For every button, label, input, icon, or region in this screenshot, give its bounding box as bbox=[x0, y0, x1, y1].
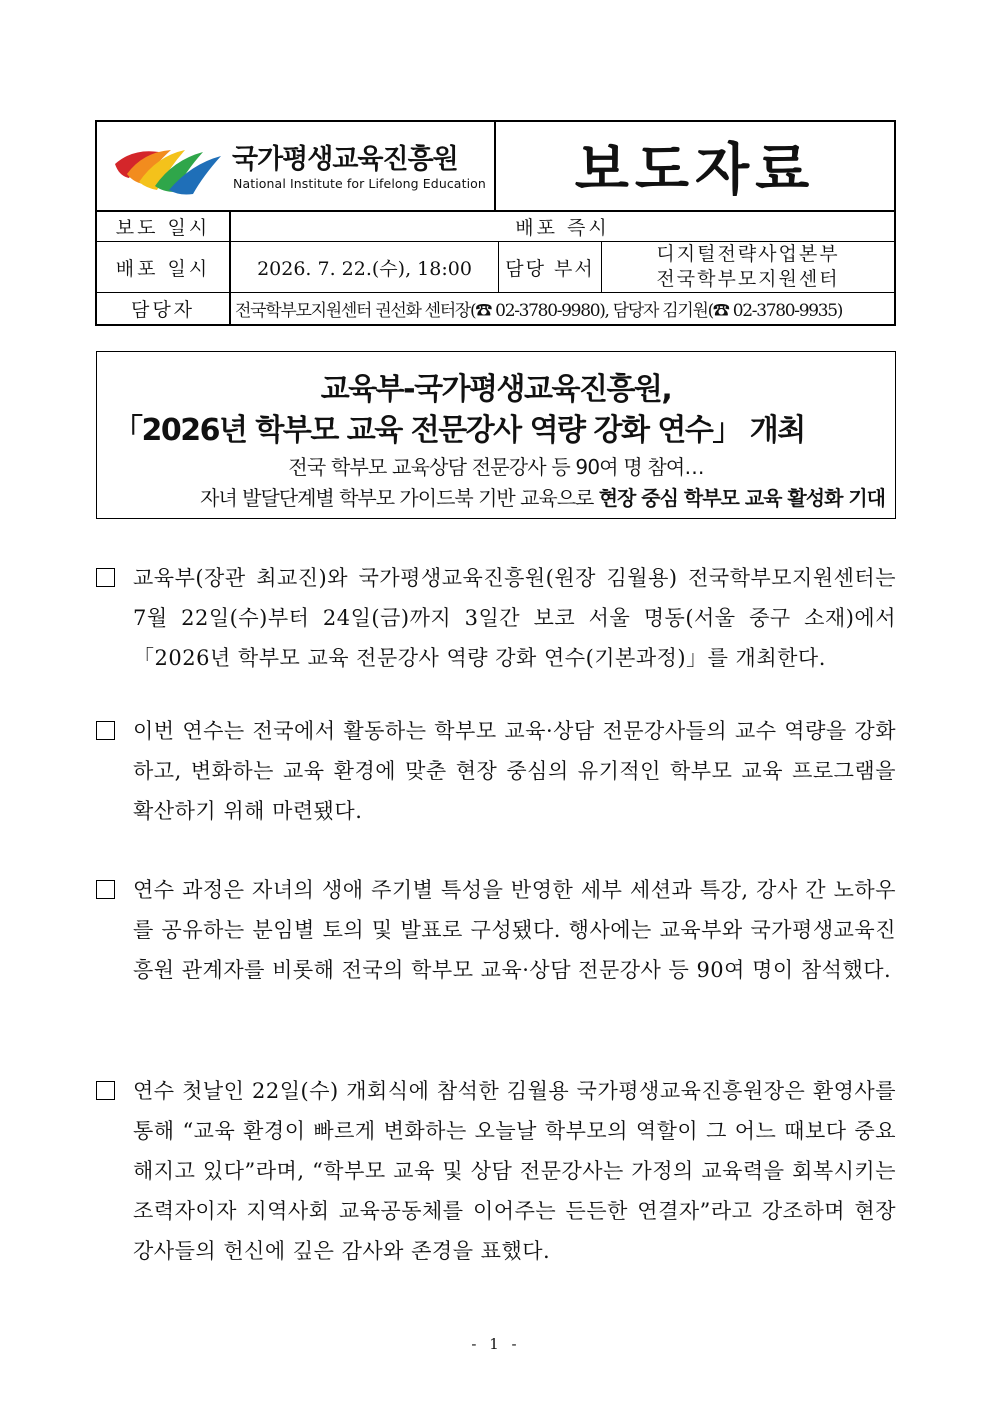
paragraph-1-text: 교육부(장관 최교진)와 국가평생교육진흥원(원장 김월용) 전국학부모지원센터는 7월 22일(수)부터 24일(금)까지 3일간 보코 서울 명동(서울 중구 소재)에서 「2026년 학부모 교육 전문강사 역량 강화 연수(기본과정)」를 개최한다. bbox=[133, 566, 896, 670]
headline-box bbox=[96, 351, 896, 519]
subheadline-1: 전국 학부모 교육상담 전문강사 등 90여 명 참여… bbox=[288, 455, 704, 479]
paragraph-2 bbox=[96, 711, 896, 831]
press-release-header bbox=[95, 120, 896, 326]
subheadline-2 bbox=[200, 482, 885, 511]
distribution-value: 2026. 7. 22.(수), 18:00 bbox=[231, 242, 499, 292]
logo-cell bbox=[97, 122, 496, 210]
page-number: - 1 - bbox=[471, 1335, 521, 1353]
paragraph-4 bbox=[96, 1071, 896, 1271]
contact-row bbox=[97, 293, 894, 324]
checkbox-square-icon bbox=[96, 880, 115, 899]
paragraph-4-text: 연수 첫날인 22일(수) 개회식에 참석한 김월용 국가평생교육진흥원장은 환영사를 통해 “교육 환경이 빠르게 변화하는 오늘날 학부모의 역할이 그 어느 때보다 중요해지고 있다”라며, “학부모 교육 및 상담 전문강사는 가정의 교육력을 회복시키는 조력자이자 지역사회 교육공동체를 이어주는 든든한 연결자”라고 강조하며 현장 강사들의 헌신에 깊은 감사와 존경을 표했다. bbox=[133, 1079, 896, 1263]
paragraph-1 bbox=[96, 558, 896, 678]
checkbox-square-icon bbox=[96, 1081, 115, 1100]
dept-line-2: 전국학부모지원센터 bbox=[656, 268, 840, 290]
report-date-value: 배포 즉시 bbox=[515, 217, 610, 239]
checkbox-square-icon bbox=[96, 721, 115, 740]
checkbox-square-icon bbox=[96, 568, 115, 587]
dept-line-1: 디지털전략사업본부 bbox=[656, 243, 840, 265]
report-date-row bbox=[97, 212, 894, 242]
paragraph-3 bbox=[96, 870, 896, 990]
doc-title: 보도자료 bbox=[574, 138, 816, 203]
headline-line-2: 「2026년 학부모 교육 전문강사 역량 강화 연수」 개최 bbox=[113, 413, 805, 448]
paragraph-3-text: 연수 과정은 자녀의 생애 주기별 특성을 반영한 세부 세션과 특강, 강사 간 노하우를 공유하는 분임별 토의 및 발표로 구성됐다. 행사에는 교육부와 국가평생교육진흥원 관계자를 비롯해 전국의 학부모 교육·상담 전문강사 등 90여 명이 참석했다. bbox=[133, 878, 896, 982]
distribution-row bbox=[97, 242, 894, 293]
org-name-english: National Institute for Lifelong Education bbox=[233, 176, 486, 191]
doc-title-cell bbox=[496, 122, 894, 210]
subheadline-2-plain: 자녀 발달단계별 학부모 가이드북 기반 교육으로 bbox=[200, 486, 599, 510]
header-top-row bbox=[97, 122, 894, 212]
dept-value bbox=[602, 242, 894, 292]
report-date-label: 보도 일시 bbox=[97, 212, 231, 241]
paragraph-2-text: 이번 연수는 전국에서 활동하는 학부모 교육·상담 전문강사들의 교수 역량을 강화하고, 변화하는 교육 환경에 맞춘 현장 중심의 유기적인 학부모 교육 프로그램을 확산하기 위해 마련됐다. bbox=[133, 719, 896, 823]
headline-line-1: 교육부-국가평생교육진흥원, bbox=[320, 372, 672, 407]
nile-logo-icon bbox=[111, 134, 226, 196]
contact-label: 담당자 bbox=[97, 293, 231, 324]
distribution-label: 배포 일시 bbox=[97, 242, 231, 292]
contact-value: 전국학부모지원센터 권선화 센터장(☎ 02-3780-9980), 담당자 김기원(☎ 02-3780-9935) bbox=[235, 301, 843, 321]
subheadline-2-bold: 현장 중심 학부모 교육 활성화 기대 bbox=[598, 486, 885, 510]
dept-label: 담당 부서 bbox=[499, 242, 602, 292]
org-name-korean: 국가평생교육진흥원 bbox=[232, 144, 458, 175]
